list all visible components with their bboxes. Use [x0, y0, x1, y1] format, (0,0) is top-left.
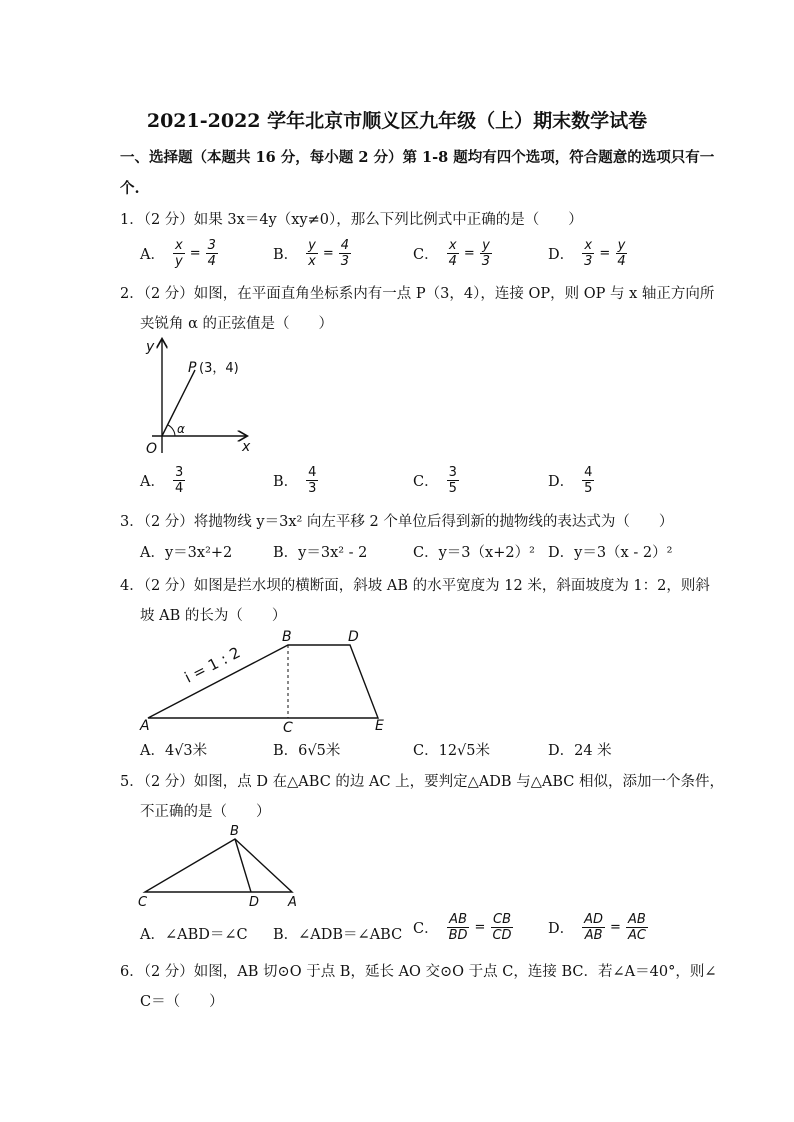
fraction-denominator: CD: [492, 928, 512, 943]
fraction-numerator: CB: [493, 912, 511, 927]
section-heading-cont: 个.: [120, 180, 140, 197]
fraction-numerator: x: [174, 238, 183, 253]
fraction-numerator: AD: [584, 912, 604, 927]
q1-option-b: B． $\frac{y}{x}$ = $\frac{4}{3}$: [273, 238, 350, 269]
q1-option-d: D． $\frac{x}{3}$ = $\frac{y}{4}$: [548, 238, 626, 269]
q5-option-d: D． $\frac{AD}{AB}$ = $\frac{AB}{AC}$: [548, 912, 646, 943]
point-p-coord: (3，4): [199, 361, 239, 376]
fraction-denominator: y: [174, 254, 183, 269]
q4-option-b: B．6√5米: [273, 743, 341, 759]
option-label: D．: [548, 247, 575, 263]
fraction-denominator: 3: [308, 481, 317, 496]
fraction-denominator: 3: [340, 254, 350, 269]
fraction-numerator: 4: [308, 465, 317, 480]
q2-option-b: [273, 465, 318, 496]
label-d: D: [348, 629, 359, 645]
fraction-denominator: AC: [627, 928, 646, 943]
origin-label: O: [146, 441, 158, 457]
label-e: E: [375, 718, 384, 734]
q3-option-a: A．y＝3x²+2: [140, 545, 233, 561]
point-p-label: P: [188, 360, 197, 376]
fraction-numerator: 4: [584, 465, 593, 480]
question-5-stem-cont: 不正确的是（ ）: [140, 804, 271, 820]
fraction-numerator: x: [448, 238, 457, 253]
fraction-denominator: 4: [207, 254, 216, 269]
section-heading: 一、选择题（本题共 16 分，每小题 2 分）第 1-8 题均有四个选项，符合题意的选项只有一: [120, 149, 715, 166]
option-label: C．: [413, 247, 439, 263]
dam-cross-section: [148, 645, 378, 718]
q3-option-c: C．y＝3（x+2）²: [413, 545, 535, 561]
fraction-numerator: AB: [628, 912, 646, 927]
fraction-denominator: 5: [448, 481, 457, 496]
option-label: D．: [548, 921, 575, 937]
q3-option-b: B．y＝3x² - 2: [273, 545, 368, 561]
option-label: B．: [273, 474, 299, 490]
question-5-stem: 5．（2 分）如图，点 D 在△ABC 的边 AC 上，要判定△ADB 与△ABC 相似，添加一个条件，: [120, 774, 724, 790]
q1-option-a: A． $\frac{x}{y}$ = $\frac{3}{4}$: [140, 238, 216, 269]
fraction-denominator: AB: [584, 928, 603, 943]
question-6-stem: 6．（2 分）如图，AB 切⊙O 于点 B，延长 AO 交⊙O 于点 C，连接 BC．若∠A＝40°，则∠: [120, 964, 717, 980]
x-axis-label: x: [242, 439, 251, 455]
fraction-numerator: 3: [174, 465, 184, 480]
fraction-numerator: AB: [449, 912, 467, 927]
q4-option-a: A．4√3米: [140, 743, 208, 759]
question-2-stem-cont: 夹锐角 α 的正弦值是（ ）: [140, 316, 334, 332]
fraction-numerator: y: [617, 238, 626, 253]
triangle-abc: [145, 839, 292, 892]
option-label: C．: [413, 474, 439, 490]
option-label: C．: [413, 921, 439, 937]
angle-alpha-arc: [168, 425, 175, 436]
q1-option-c: C． $\frac{x}{4}$ = $\frac{y}{3}$: [413, 238, 491, 269]
question-3-stem: 3．（2 分）将抛物线 y＝3x² 向左平移 2 个单位后得到新的抛物线的表达式为（ ）: [120, 514, 674, 530]
fraction-numerator: 3: [448, 465, 457, 480]
page-title: 2021-2022 学年北京市顺义区九年级（上）期末数学试卷: [146, 110, 648, 132]
q5-option-a: A．∠ABD＝∠C: [140, 927, 248, 943]
option-label: A．: [140, 247, 165, 263]
q5-option-b: B．∠ADB＝∠ABC: [273, 927, 403, 943]
y-axis-label: y: [146, 339, 155, 355]
option-label: D．: [548, 474, 575, 490]
question-4-figure: [140, 628, 400, 738]
fraction-denominator: 4: [617, 254, 626, 269]
label-b: B: [230, 824, 239, 839]
q2-option-a: [140, 465, 185, 496]
label-d: D: [249, 895, 260, 910]
fraction-denominator: BD: [448, 928, 468, 943]
fraction-denominator: 3: [481, 254, 491, 269]
q5-option-c: C． $\frac{AB}{BD}$ = $\frac{CB}{CD}$: [413, 912, 512, 943]
fraction-denominator: x: [308, 254, 316, 269]
q4-option-d: D．24 米: [548, 743, 612, 759]
fraction-numerator: y: [482, 238, 490, 253]
question-6-stem-cont: C＝（ ）: [140, 994, 224, 1010]
label-c: C: [283, 720, 293, 736]
fraction-denominator: 5: [584, 481, 593, 496]
fraction-numerator: 4: [340, 238, 350, 253]
question-5-figure: [135, 822, 310, 912]
option-label: B．: [273, 247, 299, 263]
fraction-numerator: x: [584, 238, 593, 253]
q3-option-d: D．y＝3（x - 2）²: [548, 545, 673, 561]
alpha-label: α: [177, 422, 185, 436]
question-2-stem: 2．（2 分）如图，在平面直角坐标系内有一点 P（3，4），连接 OP，则 OP 与 x 轴正方向所: [120, 286, 715, 302]
slope-ratio-label: i = 1 : 2: [181, 643, 244, 687]
fraction-numerator: 3: [207, 238, 216, 253]
label-c: C: [138, 895, 148, 910]
question-1-stem: 1．（2 分）如果 3x＝4y（xy≠0），那么下列比例式中正确的是（ ）: [120, 212, 583, 228]
question-4-stem: 4．（2 分）如图是拦水坝的横断面，斜坡 AB 的水平宽度为 12 米，斜面坡度为 1：2，则斜: [120, 578, 710, 594]
fraction-denominator: 4: [448, 254, 457, 269]
label-b: B: [282, 629, 292, 645]
question-4-stem-cont: 坡 AB 的长为（ ）: [140, 608, 287, 624]
q2-option-c: [413, 465, 459, 496]
question-2-figure: [140, 335, 260, 460]
q2-option-d: [548, 465, 594, 496]
fraction-numerator: y: [308, 238, 316, 253]
fraction-denominator: 3: [584, 254, 593, 269]
fraction-denominator: 4: [174, 481, 184, 496]
option-label: A．: [140, 474, 165, 490]
label-a: A: [140, 718, 150, 734]
q4-option-c: C．12√5米: [413, 743, 491, 759]
label-a: A: [288, 895, 297, 910]
